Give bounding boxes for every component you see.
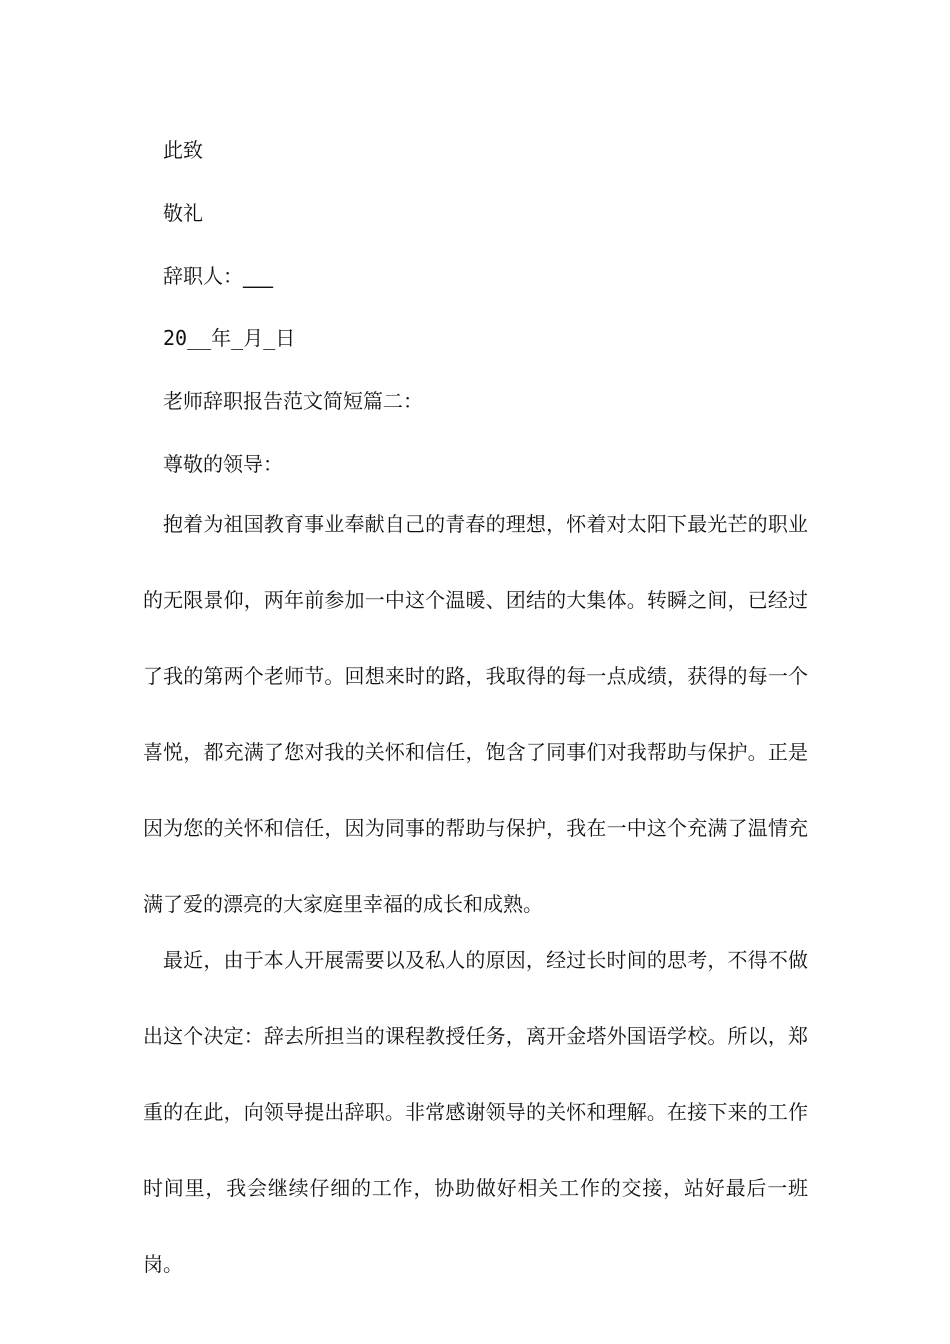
body-paragraph-1: 抱着为祖国教育事业奉献自己的青春的理想，怀着对太阳下最光芒的职业的无限景仰，两年前参加一中这个温暖、团结的大集体。转瞬之间，已经过了我的第两个老师节。回想来时的路，我取得的每一点成绩，获得的每一个喜悦，都充满了您对我的关怀和信任，饱含了同事们对我帮助与保护。正是因为您的关怀和信任，因为同事的帮助与保护，我在一中这个充满了温情充满了爱的漂亮的大家庭里幸福的成长和成熟。 (143, 512, 808, 916)
section-title: 老师辞职报告范文简短篇二： (163, 389, 423, 413)
date-line: 20__年_月_日 (163, 326, 296, 350)
salutation: 尊敬的领导： (163, 452, 283, 476)
signer-line: 辞职人：___ (163, 264, 273, 288)
body-paragraph-2: 最近，由于本人开展需要以及私人的原因，经过长时间的思考，不得不做出这个决定：辞去所担当的课程教授任务，离开金塔外国语学校。所以，郑重的在此，向领导提出辞职。非常感谢领导的关怀和理解。在接下来的工作时间里，我会继续仔细的工作，协助做好相关工作的交接，站好最后一班岗。 (143, 948, 808, 1276)
closing-line-2: 敬礼 (163, 201, 203, 225)
closing-line-1: 此致 (163, 138, 203, 162)
